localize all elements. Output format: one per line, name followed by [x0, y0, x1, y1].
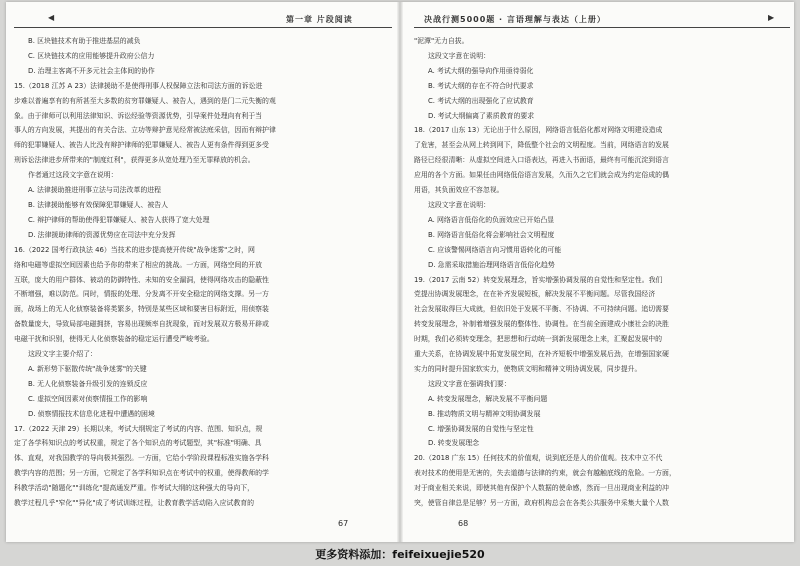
text-line: 对于商业相关来说，即使其他有保护个人数据的使命感，然而一旦出现商业利益的冲 [414, 484, 669, 493]
text-line: 20.（2018 广东 15）任何技术的价值观，说到底还是人的价值观。技术中立不代 [414, 454, 663, 463]
text-line: 社会发展取得巨大成就，但依旧处于发展不平衡、不协调、不可持续问题。追切需要 [414, 305, 669, 314]
text-line: 科教学活动"随题化""训练化"提高通发严重。作考试大纲的这种强大的导向下， [14, 484, 255, 493]
text-line: 这段文字主要介绍了： [28, 350, 97, 359]
text-line: 备数量庞大，导致局部电磁拥挤，容易出现频率自扰现象，而对发展双方极易开辟或 [14, 320, 269, 329]
answer-option: A. 网络语言低俗化的负面效应已开始凸显 [428, 215, 555, 224]
left-page [14, 2, 392, 542]
book-spread [6, 2, 794, 542]
text-line: "泥潭"无力自拔。 [414, 37, 469, 45]
header-divider [414, 27, 790, 28]
answer-option: A. 考试大纲的强导向作用亟待弱化 [428, 66, 534, 75]
page-number: 68 [458, 519, 469, 528]
answer-option: B. 无人化侦察装备升级引发的连锁反应 [28, 379, 148, 388]
right-page [414, 2, 790, 542]
text-line: 15.（2018 江苏 A 23）法律援助不是使得刑事人权保障立法和司法方面的诉讼进 [14, 81, 263, 90]
right-page-header [414, 12, 790, 26]
text-line: 定了各学科知识点的考试权重，规定了各个知识点的考试题型，其"标准"明确、具 [14, 439, 262, 448]
text-line: 事人的方向发展，其提出的有关合法、立功等辩护意见经常被法庭采信，因而有辩护律 [14, 126, 276, 135]
answer-option: C. 考试大纲的出现强化了应试教育 [428, 96, 534, 105]
text-line: 路径已经很清晰：从虚拟空间进入口语表达，再进入书面语，最终有可能沉淀到语言 [414, 156, 669, 165]
text-line: 用语，其负面效应不容忽视。 [414, 186, 504, 195]
text-line: 作者通过这段文字意在说明： [28, 171, 118, 180]
answer-option: A. 转变发展理念，解决发展不平衡问题 [428, 394, 548, 403]
text-line: 电磁干扰和识别，使得无人化侦察装备的稳定运行遭受严峻考验。 [14, 335, 214, 344]
answer-option: C. 辩护律师的帮助使得犯罪嫌疑人、被告人获得了宽大处理 [28, 215, 210, 224]
left-arrow-icon: ◀ [48, 13, 55, 22]
answer-option: B. 区块链技术有助于推进基层的减负 [28, 37, 141, 45]
text-line: 突，使管自律总是足够？另一方面，政府机构总会在各类公共服务中采集大量个人数 [414, 499, 669, 508]
text-line: 这段文字意在说明： [428, 200, 491, 209]
text-line: 这段文字意在强调我们要： [428, 379, 511, 388]
text-line: 教学过程几乎"窄化""异化"成了考试训练过程，让教育教学活动陷入应试教育的 [14, 499, 255, 508]
text-line: 步难以普遍享有的有所甚至大多数的贫穷罪嫌疑人、被告人，遇到的是门二元失衡的观 [14, 96, 276, 105]
left-page-body [14, 34, 392, 511]
text-line: 体、直观，对我国教学的导向极其强烈。一方面，它给小学阶段课程标准实施各学科 [14, 454, 269, 463]
text-line: 象。由于律师可以利用法律知识、诉讼经验等资源优势，引导案件处理向有利于当 [14, 111, 263, 120]
text-line: 了危害，甚至会从网上转到网下，降低整个社会的文明程度。当前，网络语言的发展 [414, 141, 669, 150]
text-line: 时期，我们必须转变理念，把思想和行动统一到新发展理念上来，汇聚起发展中的 [414, 335, 663, 344]
book-gutter [397, 2, 403, 542]
answer-option: C. 区块链技术的应用能够提升政府公信力 [28, 51, 155, 60]
right-arrow-icon: ▶ [768, 13, 775, 22]
text-line: 17.（2022 天津 29）长期以来，考试大纲规定了考试的内容、范围、知识点，规 [14, 424, 263, 433]
text-line: 互联，庞大的用户群体、被动的防御特性、未知的安全漏洞，使得网络攻击的隐蔽性 [14, 275, 269, 284]
text-line: 教学内容的范围；另一方面，它规定了各学科知识点在考试中的权重，使得教师的学 [14, 469, 269, 478]
book-title: 决战行测5000题 · 言语理解与表达（上册） [424, 15, 606, 24]
text-line: 18.（2017 山东 13）无论出于什么原因，网络语言低俗化都对网络文明建设造成 [414, 126, 663, 135]
answer-option: D. 考试大纲偏离了素质教育的要求 [428, 111, 535, 120]
text-line: 16.（2022 国考行政执法 46）当技术的进步提高使开传统"战争迷雾"之时，网 [14, 245, 255, 254]
answer-option: B. 推动物质文明与精神文明协调发展 [428, 409, 541, 418]
page-number: 67 [338, 519, 349, 528]
text-line: 络和电磁等虚拟空间因素也给予你的带来了相应的挑战。一方面，网络空间的开放 [14, 260, 263, 269]
footer-watermark-note: 更多资料添加：feifeixuejie520 [315, 548, 485, 561]
answer-option: C. 增强协调发展的自觉性与坚定性 [428, 424, 534, 433]
right-page-body [414, 34, 790, 511]
header-divider [14, 27, 392, 28]
answer-option: D. 侦察情报技术信息化进程中遭遇的困境 [28, 409, 155, 418]
answer-option: B. 考试大纲的存在不符合时代要求 [428, 81, 534, 90]
answer-option: D. 法律援助律师的资源优势应在司法中充分发挥 [28, 230, 176, 239]
text-line: 刑诉讼法律进步所带来的"制度红利"，获得更多从宽处理乃至无罪释放的机会。 [14, 156, 255, 165]
answer-option: A. 新形势下驱散传统"战争迷雾"的关键 [28, 364, 147, 373]
answer-option: D. 急需采取措施治理网络语言低俗化趋势 [428, 260, 555, 269]
text-line: 党提出协调发展理念，在在补齐发展短板，解决发展不平衡问题。尽管我国经济 [414, 290, 656, 299]
left-page-header [14, 12, 392, 26]
text-line: 应用的各个方面。如果任由网络低俗语言发展，久而久之它们就会成为约定俗成的偶 [414, 171, 669, 180]
chapter-title: 第一章 片段阅读 [286, 15, 353, 24]
text-line: 表对技术的使用是无害的，失去道德与法律的约束，就会有越触底线的危险。一方面， [414, 469, 676, 478]
text-line: 19.（2017 云南 52）转变发展理念，旨实增强协调发展的自觉性和坚定性。我们 [414, 275, 663, 284]
text-line: 实力的同时提升国家软实力，使物质文明和精神文明协调发展，同步提升。 [414, 364, 642, 373]
answer-option: B. 网络语言低俗化将会影响社会文明程度 [428, 230, 555, 239]
text-line: 面，战场上的无人化侦察装备将类繁多，特别是某些区域和要害目标附近，用侦察装 [14, 305, 269, 314]
text-line: 重大关系，在协调发展中拓宽发展空间，在补齐短板中增强发展后劲，在增强国家硬 [414, 350, 669, 359]
text-line: 不断增强，难以防范。同时，情报的处理、分发离不开安全稳定的网络支撑。另一方 [14, 290, 269, 299]
answer-option: D. 转变发展理念 [428, 439, 480, 448]
answer-option: A. 法律援助推进刑事立法与司法改革的进程 [28, 186, 162, 195]
answer-option: C. 应该警惕网络语言向习惯用语转化的可能 [428, 245, 562, 254]
answer-option: D. 治理主客离不开多元社会主体间的协作 [28, 66, 155, 75]
text-line: 这段文字意在说明： [428, 51, 491, 60]
text-line: 转变发展理念，补制着增强发展的整体性、协调性。在当前全面建成小康社会的决胜 [414, 320, 669, 329]
answer-option: C. 虚拟空间因素对侦察情报工作的影响 [28, 394, 148, 403]
answer-option: B. 法律援助能够有效保障犯罪嫌疑人、被告人 [28, 200, 169, 209]
text-line: 师的犯罪嫌疑人、被告人比没有辩护律师的犯罪嫌疑人、被告人更有条件得到更多受 [14, 141, 269, 150]
